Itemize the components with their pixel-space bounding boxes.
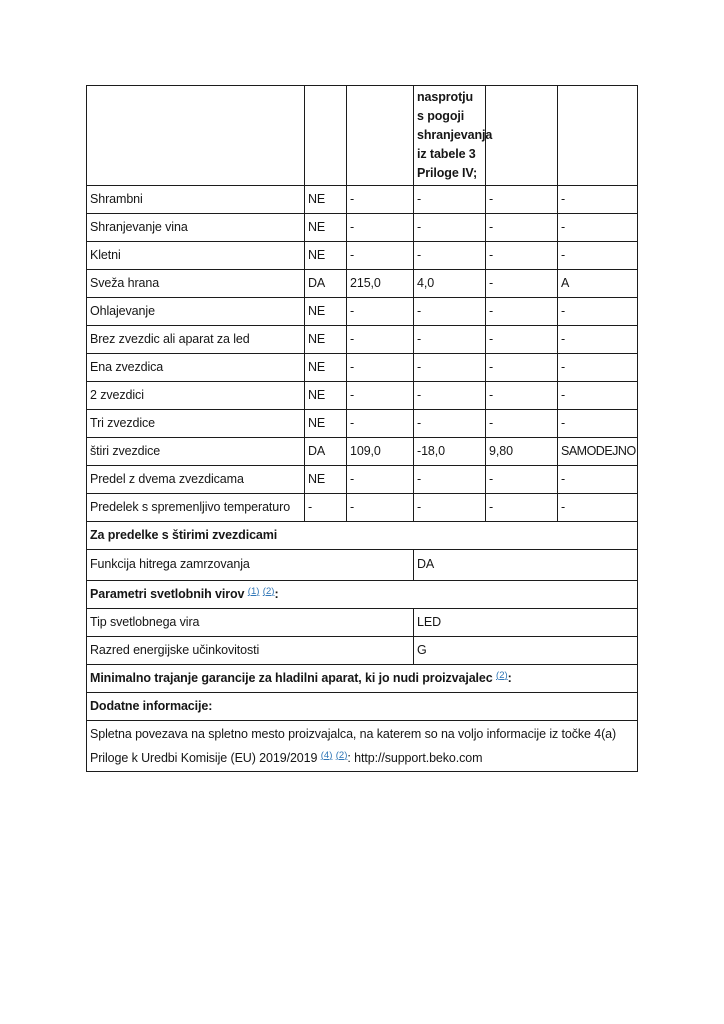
footnote-link-text: 1	[250, 586, 257, 598]
value-cell: -	[347, 382, 414, 410]
text-segment: Za predelke s štirimi zvezdicami	[90, 527, 278, 542]
footnote-link-text: 4	[323, 750, 330, 761]
value-cell: -	[347, 466, 414, 494]
table-row	[87, 270, 638, 298]
row-label-cell: Kletni	[87, 242, 305, 270]
footnote-link[interactable]	[263, 586, 275, 597]
text-segment: Minimalno trajanje garancije za hladilni aparat, ki jo nudi proizvajalec	[90, 671, 497, 686]
row-label-cell: Predel z dvema zvezdicama	[87, 466, 305, 494]
table-row	[87, 326, 638, 354]
value-cell: -	[486, 326, 558, 354]
footnote-link-text: )	[504, 670, 508, 682]
footnote-link-text: 2	[265, 586, 272, 598]
value-cell: -	[558, 410, 638, 438]
value-cell: -	[486, 466, 558, 494]
value-cell: -	[486, 214, 558, 242]
table-row	[87, 609, 638, 637]
value-cell: 9,80	[486, 438, 558, 466]
row-label-cell: Ena zvezdica	[87, 354, 305, 382]
value-cell: -	[414, 354, 486, 382]
footnote-link-text: )	[256, 586, 260, 598]
value-cell: -18,0	[414, 438, 486, 466]
value-cell: -	[347, 214, 414, 242]
table-row	[87, 721, 638, 772]
table-row	[87, 354, 638, 382]
value-cell: -	[414, 214, 486, 242]
text-segment: :	[507, 671, 512, 686]
value-cell: A	[558, 270, 638, 298]
value-cell: NE	[305, 214, 347, 242]
product-fiche-table	[86, 85, 638, 772]
footnote-link-text: (	[247, 586, 251, 598]
value-cell: -	[414, 466, 486, 494]
value-cell: NE	[305, 326, 347, 354]
value-cell: -	[347, 326, 414, 354]
value-cell: DA	[305, 270, 347, 298]
table-row	[87, 242, 638, 270]
text-segment: Spletna povezava na spletno mesto proizvajalca, na katerem so na voljo informacije iz točke 4(a) Priloge k Uredbi Komisije (EU) 2019/2019	[90, 727, 617, 765]
footnote-link-text: 2	[499, 670, 505, 682]
value-cell: 4,0	[414, 270, 486, 298]
footnote-link-text: (	[496, 670, 500, 682]
row-label-cell: štiri zvezdice	[87, 438, 305, 466]
text-segment: Dodatne informacije:	[90, 698, 213, 713]
footnote-link-text: (	[320, 750, 324, 761]
value-cell: -	[558, 466, 638, 494]
row-label-cell: Funkcija hitrega zamrzovanja	[87, 550, 414, 581]
table-row	[87, 298, 638, 326]
value-cell: -	[558, 354, 638, 382]
row-label-cell: Tri zvezdice	[87, 410, 305, 438]
value-cell	[486, 86, 558, 186]
value-cell: 215,0	[347, 270, 414, 298]
footnote-link-text: (	[335, 750, 339, 761]
footnote-link[interactable]	[321, 750, 333, 761]
footnote-link[interactable]	[336, 750, 348, 761]
section-heading-cell	[87, 581, 638, 609]
value-cell: -	[486, 382, 558, 410]
value-cell: -	[558, 494, 638, 522]
table-row	[87, 438, 638, 466]
value-cell: -	[414, 242, 486, 270]
value-cell: -	[558, 382, 638, 410]
table-row	[87, 186, 638, 214]
row-label-cell: Ohlajevanje	[87, 298, 305, 326]
value-cell: -	[347, 354, 414, 382]
value-cell: -	[414, 382, 486, 410]
value-cell: -	[486, 298, 558, 326]
value-cell: DA	[305, 438, 347, 466]
footnote-link[interactable]	[496, 670, 508, 681]
row-label-cell: 2 zvezdici	[87, 382, 305, 410]
text-segment: :	[274, 587, 279, 602]
value-cell: -	[414, 410, 486, 438]
value-cell: NE	[305, 382, 347, 410]
value-cell: -	[486, 242, 558, 270]
table-row	[87, 693, 638, 721]
value-cell: -	[486, 494, 558, 522]
footnote-link[interactable]	[248, 586, 260, 597]
value-cell: -	[414, 298, 486, 326]
value-cell: SAMODEJNO	[558, 438, 638, 466]
value-cell: -	[558, 186, 638, 214]
row-label-cell: Predelek s spremenljivo temperaturo	[87, 494, 305, 522]
value-cell: NE	[305, 354, 347, 382]
value-cell: -	[305, 494, 347, 522]
value-cell: -	[486, 186, 558, 214]
value-cell	[305, 86, 347, 186]
value-cell: DA	[414, 550, 638, 581]
section-heading-cell	[87, 522, 638, 550]
row-label-cell: Razred energijske učinkovitosti	[87, 637, 414, 665]
table-row	[87, 637, 638, 665]
table-row	[87, 214, 638, 242]
footnote-link-text: (	[262, 586, 266, 598]
row-label-cell: Shrambni	[87, 186, 305, 214]
value-cell: NE	[305, 186, 347, 214]
value-cell: NE	[305, 242, 347, 270]
value-cell: -	[558, 326, 638, 354]
value-cell: -	[347, 410, 414, 438]
table-row	[87, 466, 638, 494]
table-row	[87, 581, 638, 609]
footnote-link-text: )	[344, 750, 348, 761]
row-label-cell: Shranjevanje vina	[87, 214, 305, 242]
row-label-cell	[87, 86, 305, 186]
section-heading-cell	[87, 665, 638, 693]
value-cell: LED	[414, 609, 638, 637]
footnote-link-text: 2	[338, 750, 345, 761]
value-cell: -	[414, 326, 486, 354]
table-row	[87, 665, 638, 693]
row-label-cell: Sveža hrana	[87, 270, 305, 298]
note-cell	[87, 721, 638, 772]
table-row	[87, 550, 638, 581]
footnote-link-text: )	[329, 750, 333, 761]
value-cell: -	[414, 494, 486, 522]
value-cell: -	[347, 298, 414, 326]
table-row	[87, 522, 638, 550]
value-cell: -	[347, 494, 414, 522]
row-label-cell: Brez zvezdic ali aparat za led	[87, 326, 305, 354]
section-heading-cell	[87, 693, 638, 721]
value-cell: -	[414, 186, 486, 214]
value-cell: -	[558, 298, 638, 326]
value-cell: NE	[305, 466, 347, 494]
value-cell: -	[347, 186, 414, 214]
value-cell: NE	[305, 298, 347, 326]
value-cell	[347, 86, 414, 186]
value-cell: -	[486, 354, 558, 382]
value-cell: -	[486, 270, 558, 298]
table-body	[87, 86, 638, 772]
value-cell: G	[414, 637, 638, 665]
table-row	[87, 410, 638, 438]
value-cell: -	[558, 214, 638, 242]
value-cell: NE	[305, 410, 347, 438]
value-cell: -	[558, 242, 638, 270]
value-cell: -	[486, 410, 558, 438]
text-segment: Parametri svetlobnih virov	[90, 587, 248, 602]
value-cell: 109,0	[347, 438, 414, 466]
table-row	[87, 382, 638, 410]
footnote-link-text: )	[271, 586, 275, 598]
table-row	[87, 494, 638, 522]
value-cell: nasprotju s pogoji shranjevanja iz tabele 3 Priloge IV;	[414, 86, 486, 186]
value-cell	[558, 86, 638, 186]
value-cell: -	[347, 242, 414, 270]
text-segment: : http://support.beko.com	[347, 751, 483, 765]
row-label-cell: Tip svetlobnega vira	[87, 609, 414, 637]
table-row	[87, 86, 638, 186]
